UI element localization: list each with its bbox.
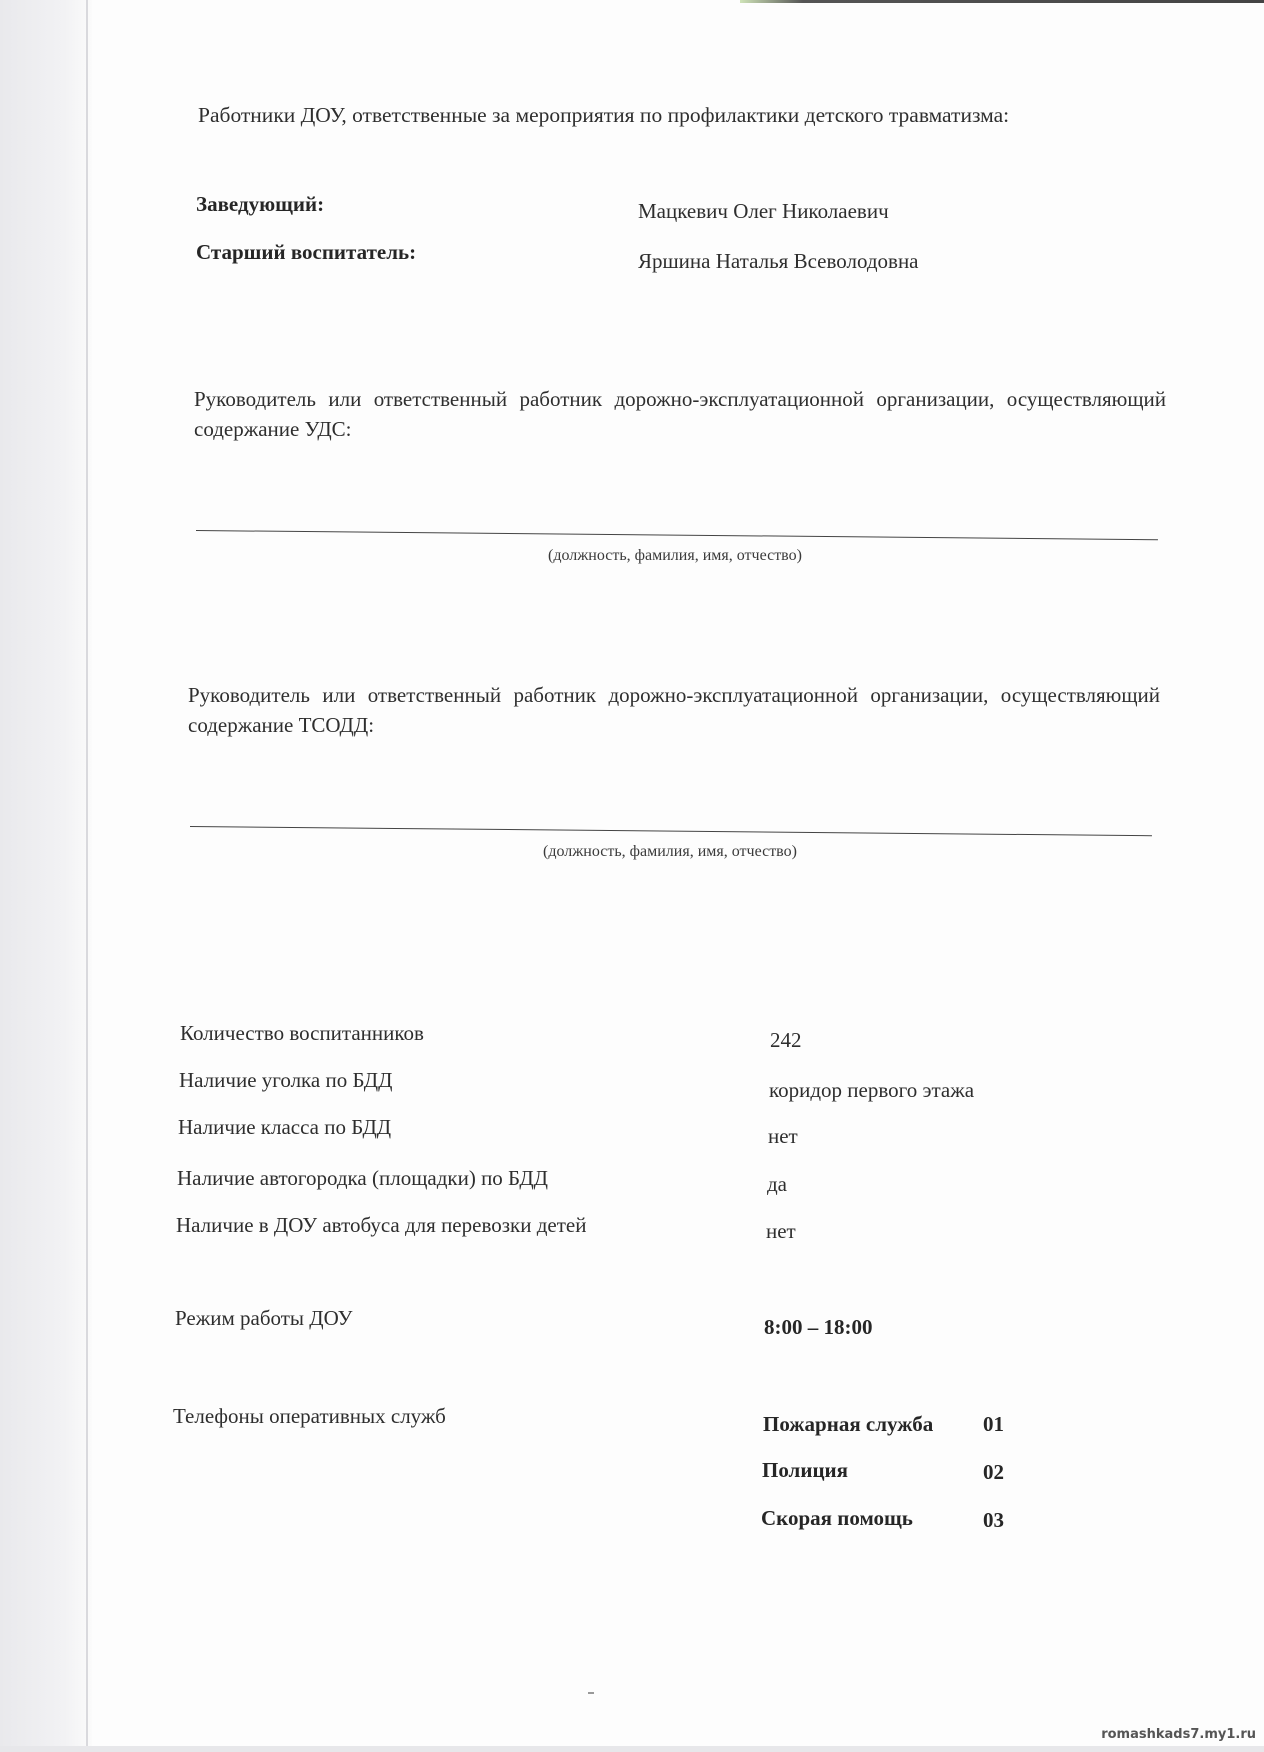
phone-service-police: Полиция [762,1458,848,1482]
phone-number-police: 02 [983,1460,1004,1484]
scan-left-margin [0,0,92,1752]
scan-edge-line [86,0,88,1752]
staff-name-head: Мацкевич Олег Николаевич [638,199,889,223]
page-heading: Работники ДОУ, ответственные за мероприятия по профилактики детского травматизма: [198,103,1010,127]
uds-signature-line [196,530,1158,540]
uds-signature-caption: (должность, фамилия, имя, отчество) [548,547,802,564]
staff-role-head: Заведующий: [196,192,325,216]
fact-value-corner: коридор первого этажа [769,1078,975,1102]
phone-service-ambulance: Скорая помощь [761,1506,913,1530]
site-watermark[interactable]: romashkads7.my1.ru [1101,1727,1256,1742]
tsodd-signature-caption: (должность, фамилия, имя, отчество) [543,843,797,860]
scan-bottom-edge [0,1746,1264,1752]
fact-label-pupils: Количество воспитанников [180,1021,424,1045]
tsodd-signature-line [190,826,1152,836]
fact-label-autotown: Наличие автогородка (площадки) по БДД [177,1166,548,1190]
uds-responsible-text: Руководитель или ответственный работник дорожно-эксплуатационной организации, осуществляющий содержание УДС: [194,387,1166,441]
phone-number-fire: 01 [983,1412,1004,1436]
fact-value-autotown: да [767,1172,788,1196]
phone-number-ambulance: 03 [983,1508,1004,1532]
fact-label-corner: Наличие уголка по БДД [179,1068,393,1092]
fact-value-bus: нет [766,1219,796,1243]
fact-value-pupils: 242 [770,1028,802,1052]
fact-label-class: Наличие класса по БДД [178,1115,392,1139]
fact-label-bus: Наличие в ДОУ автобуса для перевозки детей [176,1213,587,1237]
tsodd-responsible-text: Руководитель или ответственный работник дорожно-эксплуатационной организации, осуществляющий содержание ТСОДД: [188,683,1160,737]
scan-speck [588,1692,594,1694]
hours-label: Режим работы ДОУ [175,1306,353,1330]
staff-name-senior: Яршина Наталья Всеволодовна [638,249,919,273]
staff-role-senior: Старший воспитатель: [196,240,417,264]
fact-value-class: нет [768,1124,798,1148]
hours-value: 8:00 – 18:00 [764,1315,873,1339]
phones-label: Телефоны оперативных служб [173,1404,446,1428]
phone-service-fire: Пожарная служба [763,1412,934,1436]
scan-top-edge [740,0,1264,3]
